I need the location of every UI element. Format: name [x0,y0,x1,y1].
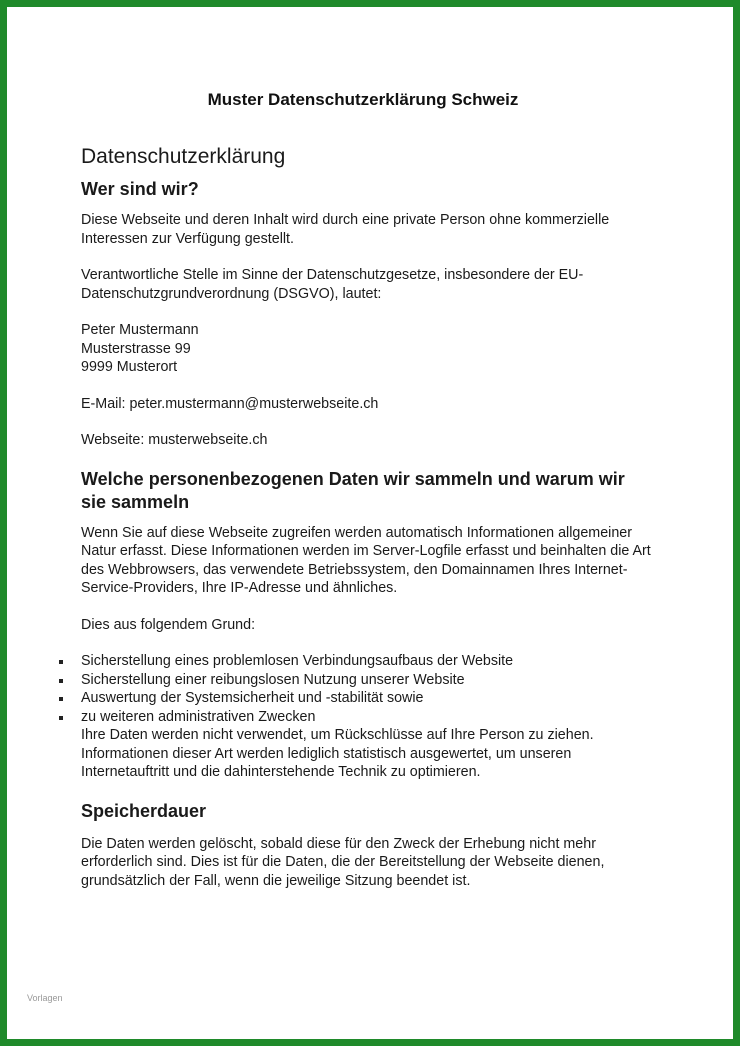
list-item: Auswertung der Systemsicherheit und -stabilität sowie [59,689,651,708]
address-block [81,321,651,377]
reason-list [59,652,651,726]
document-title: Muster Datenschutzerklärung Schweiz [207,90,519,109]
list-item: zu weiteren administrativen Zwecken [59,708,651,727]
address-city: 9999 Musterort [81,359,178,375]
list-item: Sicherstellung einer reibungslosen Nutzung unserer Website [59,671,651,690]
contact-email: E-Mail: peter.mustermann@musterwebseite.ch [81,395,379,412]
address-name: Peter Mustermann [81,322,199,338]
paragraph-intro: Diese Webseite und deren Inhalt wird durch eine private Person ohne kommerzielle Interessen zur Verfügung gestellt. [81,212,610,247]
section-heading-retention: Speicherdauer [81,800,207,821]
main-heading: Datenschutzerklärung [81,145,286,168]
list-item: Sicherstellung eines problemlosen Verbindungsaufbaus der Website [59,652,651,671]
paragraph-data-collected: Wenn Sie auf diese Webseite zugreifen werden automatisch Informationen allgemeiner Natur erfasst. Diese Informationen werden im Server-Logfile erfasst und beinhalten die Art des Webbrowsers, das verwendete Betriebssystem, den Domainnamen Ihres Internet-Service-Providers, Ihre IP-Adresse und ähnliches. [81,524,651,596]
paragraph-usage: Ihre Daten werden nicht verwendet, um Rückschlüsse auf Ihre Person zu ziehen. Informationen dieser Art werden lediglich statistisch ausgewertet, um unseren Internetauftritt und die dahinterstehende Technik zu optimieren. [81,727,594,780]
contact-website: Webseite: musterwebseite.ch [81,432,268,448]
watermark-text: Vorlagen [27,993,63,1003]
address-street: Musterstrasse 99 [81,340,191,357]
bullet-icon [59,679,63,683]
bullet-icon [59,660,63,664]
bullet-icon [59,716,63,720]
paragraph-responsible: Verantwortliche Stelle im Sinne der Datenschutzgesetze, insbesondere der EU-Datenschutzgrundverordnung (DSGVO), lautet: [81,267,584,302]
section-heading-data: Welche personenbezogenen Daten wir sammeln und warum wir sie sammeln [81,468,625,512]
section-heading-who: Wer sind wir? [81,179,199,199]
paragraph-retention: Die Daten werden gelöscht, sobald diese für den Zweck der Erhebung nicht mehr erforderlich sind. Dies ist für die Daten, die der Bereitstellung der Webseite dienen, grundsätzlich der Fall, wenn die jeweilige Sitzung beendet ist. [81,835,605,889]
paragraph-reason: Dies aus folgendem Grund: [81,616,256,633]
bullet-icon [59,697,63,701]
document-content [81,143,651,908]
